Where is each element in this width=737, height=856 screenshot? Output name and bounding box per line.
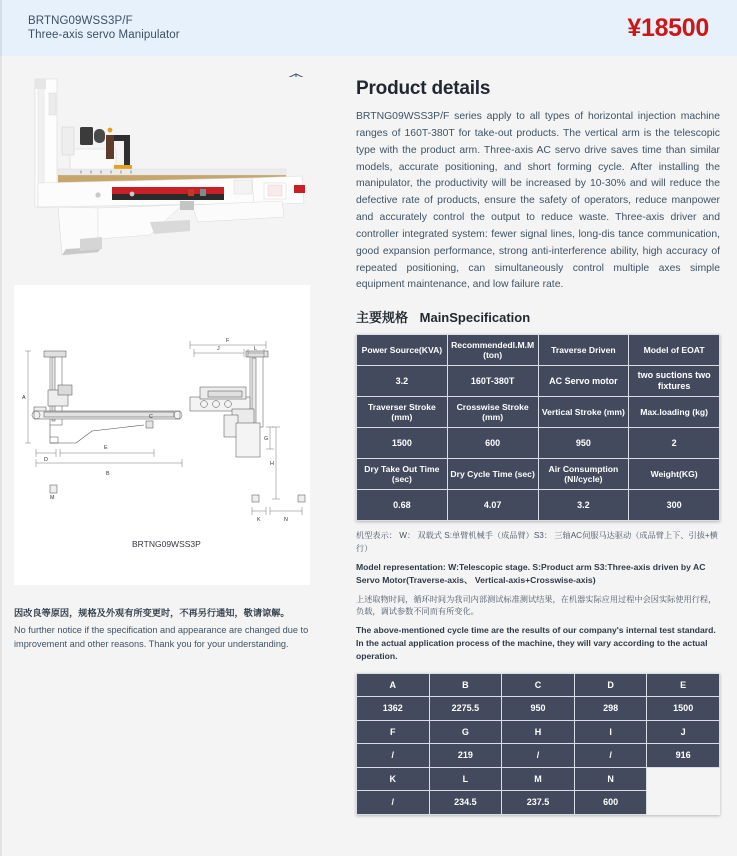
svg-text:M: M <box>50 495 55 501</box>
svg-text:H: H <box>270 461 274 467</box>
table-row <box>357 791 720 815</box>
spec-header-cell: Dry Take Out Time (sec) <box>357 459 448 490</box>
spec-value-cell: two suctions two fixtures <box>629 366 720 397</box>
spec-value-cell: 950 <box>538 428 629 459</box>
dims-cell: F <box>357 720 430 744</box>
table-row <box>357 459 720 490</box>
dims-cell: C <box>502 673 575 697</box>
svg-text:B: B <box>106 471 110 477</box>
details-column <box>350 56 737 815</box>
spec-heading-english: MainSpecification <box>419 310 531 326</box>
dims-cell: L <box>429 767 502 791</box>
product-description: BRTNG09WSS3P/F series apply to all types of horizontal injection machine ranges of 160T-380T for take-out products. The vertical arm is the telescopic type with the product arm. Three-axis AC servo drive saves time than similar models, accurate positioning, and short forming cycle. After installing the manipulator, the productivity will be increased by 10-30% and will reduce the defective rate of products, ensure the safety of operators, reduce manpower and accurately control the output to reduce waste. Three-axis driver and controller integrated system: fewer signal lines, long-dis tance communication, good expansion performance, strong anti-interference ability, high accuracy of repeated positioning, can simultaneously control multiple axes simple equipment maintenance, and low failure rate. <box>356 111 720 291</box>
table-footnotes <box>356 530 720 663</box>
dims-cell: 298 <box>574 697 647 721</box>
gallery-column <box>2 56 350 651</box>
dims-cell: J <box>647 720 720 744</box>
spec-value-cell: 0.68 <box>357 490 448 521</box>
specification-change-note <box>14 607 338 651</box>
main-specification-table <box>356 334 720 521</box>
spec-value-cell: AC Servo motor <box>538 366 629 397</box>
svg-text:L: L <box>254 346 257 352</box>
dims-cell: 234.5 <box>429 791 502 815</box>
footnote-english: Model representation: W:Telescopic stage. S:Product arm S3:Three-axis driven by AC Servo Motor(Traverse-axis、 Vertical-axis+Crosswise-axis) <box>356 561 706 585</box>
svg-text:N: N <box>284 517 288 523</box>
page-title: Product details <box>356 78 491 99</box>
dims-cell: 950 <box>502 697 575 721</box>
spec-header-cell: Air Consumption (Nl/cycle) <box>538 459 629 490</box>
dims-cell: I <box>574 720 647 744</box>
spec-value-cell: 4.07 <box>447 490 538 521</box>
svg-text:F: F <box>226 338 230 344</box>
drawing-caption: BRTNG09WSS3P <box>132 539 201 549</box>
product-photo[interactable] <box>2 77 350 267</box>
table-row <box>357 428 720 459</box>
table-row <box>357 767 720 791</box>
dims-cell: B <box>429 673 502 697</box>
spec-header-cell: Crosswise Stroke (mm) <box>447 397 538 428</box>
dims-empty-cell <box>647 767 720 791</box>
dims-cell: / <box>574 744 647 768</box>
dims-cell: D <box>574 673 647 697</box>
technical-drawing-card[interactable] <box>14 285 310 585</box>
note-english: No further notice if the specification and appearance are changed due to improvement and other reasons. Thank you for your understanding. <box>14 624 309 649</box>
dims-cell: A <box>357 673 430 697</box>
dims-cell: 1500 <box>647 697 720 721</box>
svg-text:G: G <box>264 436 269 442</box>
dims-cell: 2275.5 <box>429 697 502 721</box>
dims-cell: N <box>574 767 647 791</box>
spec-value-cell: 1500 <box>357 428 448 459</box>
dims-cell: H <box>502 720 575 744</box>
dims-cell: 916 <box>647 744 720 768</box>
footnote-english: The above-mentioned cycle time are the results of our company's internal test standard. In the actual application process of the machine, they will vary according to the actual operation. <box>356 625 716 662</box>
spec-section-heading <box>356 307 720 326</box>
table-row <box>357 720 720 744</box>
dims-cell: 237.5 <box>502 791 575 815</box>
spec-value-cell: 160T-380T <box>447 366 538 397</box>
dims-cell: 219 <box>429 744 502 768</box>
spec-table-body <box>357 335 720 521</box>
table-row <box>357 673 720 697</box>
dims-cell: / <box>357 744 430 768</box>
table-row <box>357 744 720 768</box>
footnote-chinese: 上述取物时间，循环时间为我司内部测试标准测试结果，在机器实际应用过程中会因实际使用行程，负载，调试参数不同而有所变化。 <box>356 594 717 616</box>
dims-cell: 1362 <box>357 697 430 721</box>
dims-cell: / <box>357 791 430 815</box>
dims-cell: M <box>502 767 575 791</box>
table-row <box>357 335 720 366</box>
dims-cell: / <box>502 744 575 768</box>
dimension-table <box>356 673 720 815</box>
spec-header-cell: Traverser Stroke (mm) <box>357 397 448 428</box>
table-row <box>357 490 720 521</box>
header-title-group <box>28 15 180 41</box>
dims-cell: K <box>357 767 430 791</box>
svg-text:D: D <box>44 457 48 463</box>
table-row <box>357 366 720 397</box>
product-model-code: BRTNG09WSS3P/F <box>28 15 133 27</box>
page-header <box>0 0 737 56</box>
svg-text:A: A <box>22 395 26 401</box>
svg-text:K: K <box>257 517 261 523</box>
product-price: ¥18500 <box>627 13 709 42</box>
svg-text:E: E <box>104 445 108 451</box>
spec-header-cell: Model of EOAT <box>629 335 720 366</box>
spec-value-cell: 600 <box>447 428 538 459</box>
note-chinese: 因改良等原因，规格及外观有所变更时，不再另行通知，敬请谅解。 <box>14 608 290 618</box>
spec-header-cell: Vertical Stroke (mm) <box>538 397 629 428</box>
dims-cell: E <box>647 673 720 697</box>
product-subtitle: Three-axis servo Manipulator <box>28 29 180 41</box>
dims-table-body <box>357 673 720 814</box>
dims-cell: 600 <box>574 791 647 815</box>
page-content <box>0 56 737 856</box>
spec-header-cell: Weight(KG) <box>629 459 720 490</box>
spec-header-cell: Dry Cycle Time (sec) <box>447 459 538 490</box>
spec-value-cell: 300 <box>629 490 720 521</box>
table-row <box>357 697 720 721</box>
spec-header-cell: Traverse Driven <box>538 335 629 366</box>
table-row <box>357 397 720 428</box>
spec-heading-chinese: 主要规格 <box>356 310 409 326</box>
spec-value-cell: 3.2 <box>538 490 629 521</box>
svg-text:J: J <box>217 346 220 352</box>
spec-value-cell: 2 <box>629 428 720 459</box>
dims-empty-cell <box>647 791 720 815</box>
spec-header-cell: Recommendedl.M.M (ton) <box>447 335 538 366</box>
spec-header-cell: Max.loading (kg) <box>629 397 720 428</box>
footnote-chinese: 机型表示： W： 双载式 S:单臂机械手（成品臂）S3： 三轴AC伺服马达驱动（成品臂上下、引拔+横行） <box>356 531 718 553</box>
spec-value-cell: 3.2 <box>357 366 448 397</box>
dims-cell: G <box>429 720 502 744</box>
svg-text:C: C <box>149 414 153 420</box>
spec-header-cell: Power Source(KVA) <box>357 335 448 366</box>
